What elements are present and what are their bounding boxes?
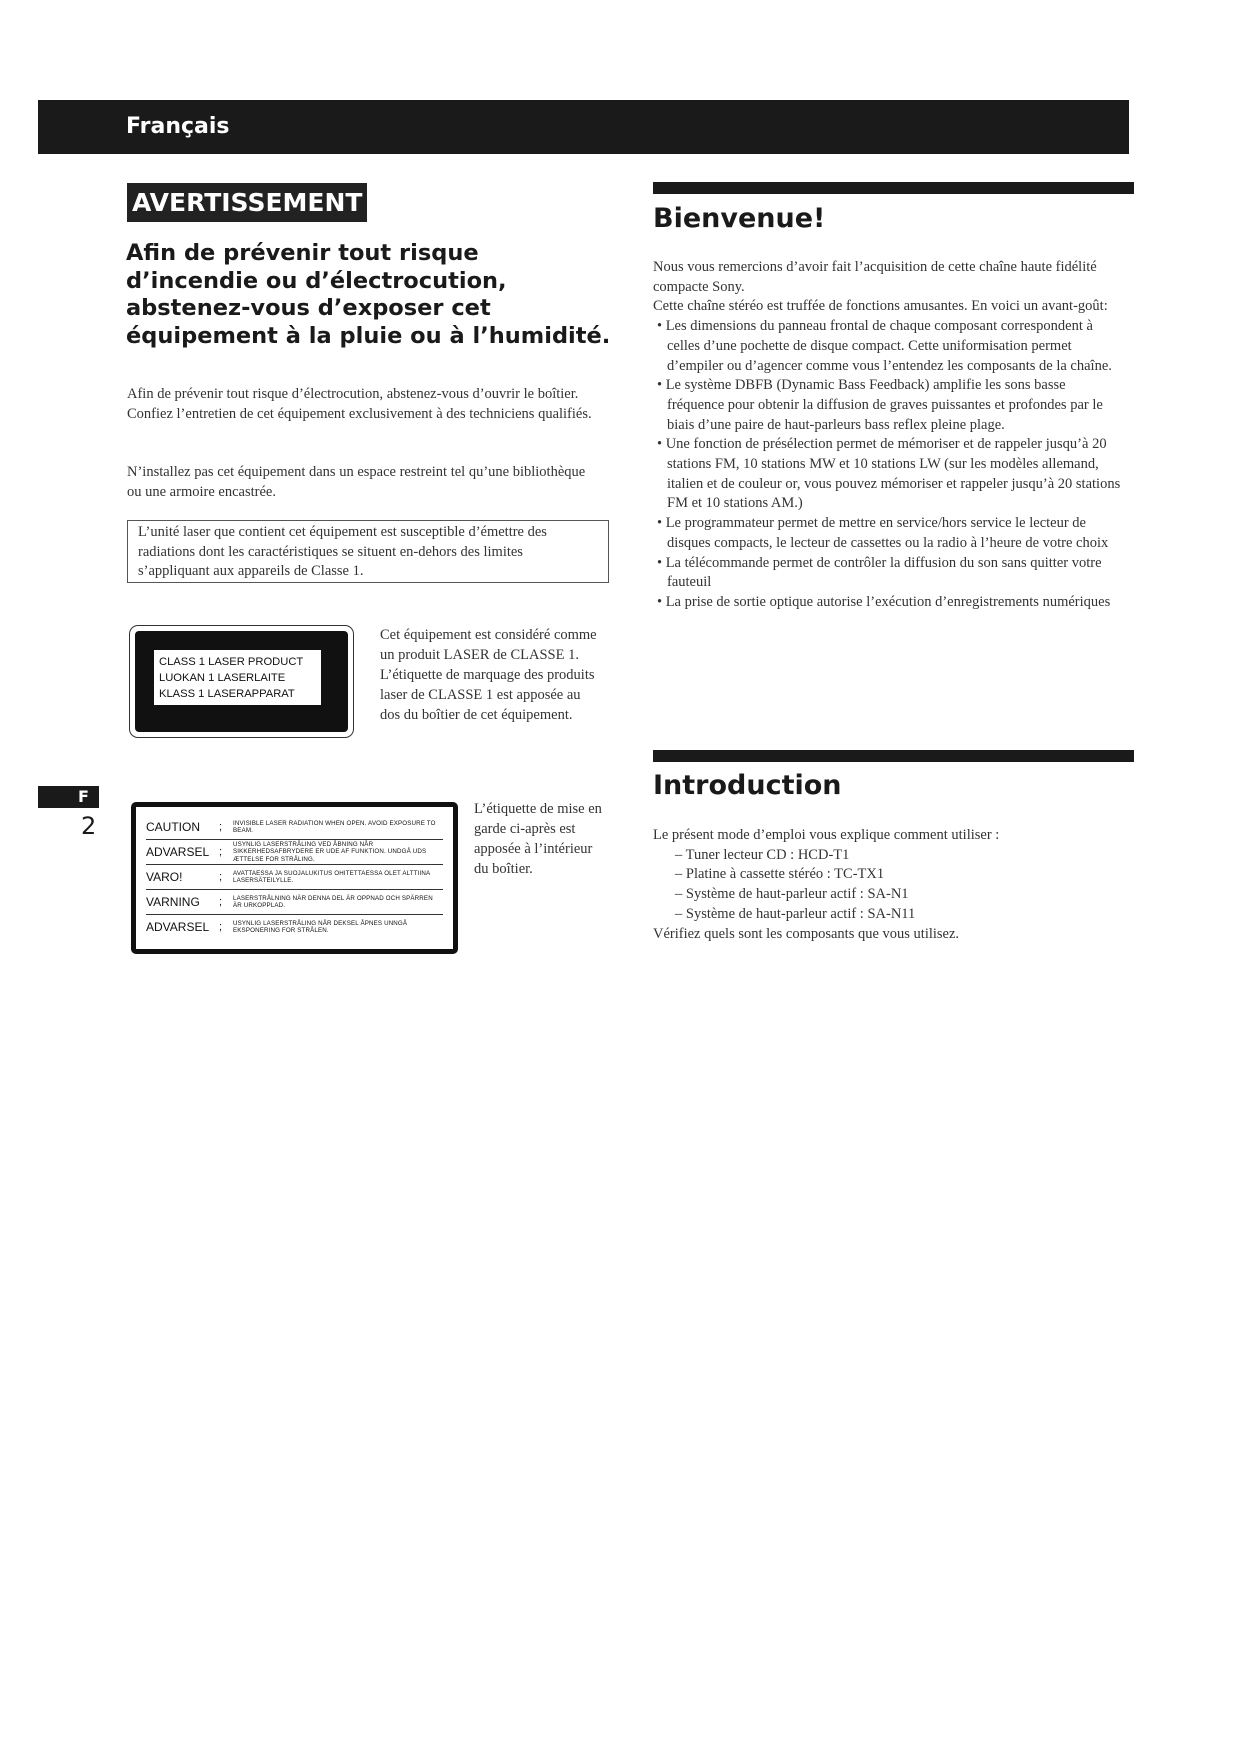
- warning-paragraph-electrocution: Afin de prévenir tout risque d’électrocution, abstenez-vous d’ouvrir le boîtier. Confiez l’entretien de cet équipement exclusivement à des techniciens qualifiés.: [127, 386, 592, 422]
- laser-notice-box: L’unité laser que contient cet équipement est susceptible d’émettre des radiations dont les caractéristiques se situent en-dehors des limites s’appliquant aux appareils de Classe 1.: [127, 520, 609, 583]
- caution-row-text: AVATTAESSA JA SUOJALUKITUS OHITETTAESSA OLET ALTTIINA LASERSÄTEILYLLE.: [233, 869, 430, 884]
- caution-row-text: LASERSTRÅLNING NÄR DENNA DEL ÄR OPPNAD OCH SPÄRREN ÄR URKOPPLAD.: [233, 894, 433, 909]
- language-header-bar: [38, 100, 1129, 154]
- feature-item: • Une fonction de présélection permet de mémoriser et de rappeler jusqu’à 20 stations FM, 10 stations MW et 10 stations LW (sur les modèles allemand, italien et de couleur or, vous pouvez mémoriser et rappeler jusqu’à 20 stations FM et 10 stations AM.): [657, 436, 1121, 512]
- caution-row: [146, 840, 443, 865]
- caution-row: [146, 890, 443, 915]
- caution-row-separator: ;: [219, 846, 223, 858]
- bienvenue-body: [653, 258, 1123, 613]
- component-item: – Tuner lecteur CD : HCD-T1: [675, 846, 850, 863]
- warning-paragraph-installation: N’installez pas cet équipement dans un espace restreint tel qu’une bibliothèque ou une armoire encastrée.: [127, 464, 586, 500]
- feature-list: [653, 317, 1123, 613]
- caution-row-key: ADVARSEL: [146, 845, 210, 859]
- caution-label: [131, 802, 458, 954]
- caution-row-key: CAUTION: [146, 820, 200, 834]
- component-item: – Platine à cassette stéréo : TC-TX1: [675, 866, 885, 883]
- caution-row-separator: ;: [219, 921, 223, 933]
- caution-label-description: L’étiquette de mise en garde ci-après est apposée à l’intérieur du boîtier.: [474, 801, 602, 877]
- caution-row: [146, 815, 443, 840]
- class1-label-line: CLASS 1 LASER PRODUCT: [159, 656, 304, 668]
- feature-text: Les dimensions du panneau frontal de chaque composant correspondent à celles d’une pochette de disque compact. Cette uniformisation permet d’empiler ou d’agencer comme vous l’entendez les composants de la chaîne.: [665, 318, 1112, 374]
- class1-label-line: LUOKAN 1 LASERLAITE: [159, 672, 286, 684]
- feature-item: • Le système DBFB (Dynamic Bass Feedback) amplifie les sons basse fréquence pour obtenir la diffusion de graves puissantes et profondes par le biais d’une paire de haut-parleurs bass reflex pleine plage.: [657, 377, 1103, 433]
- caution-row-separator: ;: [219, 896, 223, 908]
- caution-row-separator: ;: [219, 871, 223, 883]
- feature-text: La prise de sortie optique autorise l’exécution d’enregistrements numériques: [665, 593, 1111, 610]
- caution-row-key: VARNING: [146, 895, 200, 909]
- caution-row-text: INVISIBLE LASER RADIATION WHEN OPEN. AVOID EXPOSURE TO BEAM.: [233, 819, 436, 834]
- feature-item: • Le programmateur permet de mettre en service/hors service le lecteur de disques compacts, le lecteur de cassettes ou la radio à l’heure de votre choix: [657, 515, 1109, 551]
- page-number: 2: [81, 812, 97, 840]
- introduction-rule: [653, 750, 1134, 762]
- warning-badge: AVERTISSEMENT: [127, 183, 367, 222]
- caution-row-key: VARO!: [146, 870, 183, 884]
- feature-item: • La prise de sortie optique autorise l’exécution d’enregistrements numériques: [657, 593, 1111, 610]
- caution-row-text: USYNLIG LASERSTRÅLING NÅR DEKSEL ÅPNES UNNGÅ EKSPONERING FOR STRÅLEN.: [233, 919, 408, 934]
- caution-row-separator: ;: [219, 821, 223, 833]
- feature-text: Une fonction de présélection permet de mémoriser et de rappeler jusqu’à 20 stations FM, 10 stations MW et 10 stations LW (sur les modèles allemand, italien et de couleur or, vous pouvez mémoriser et rappeler jusqu’à 20 stations FM et 10 stations AM.): [665, 436, 1121, 512]
- component-list: [653, 846, 1123, 925]
- bienvenue-title: Bienvenue!: [653, 203, 826, 234]
- introduction-body: [653, 826, 1123, 944]
- feature-text: Le programmateur permet de mettre en service/hors service le lecteur de disques compacts, le lecteur de cassettes ou la radio à l’heure de votre choix: [665, 515, 1109, 551]
- caution-row: [146, 865, 443, 890]
- caution-row-text: USYNLIG LASERSTRÅLING VED ÅBNING NÅR SIKKERHEDSAFBRYDERE ER UDE AF FUNKTION. UNDGÅ UDS ÆTTELSE FOR STRÅLING.: [233, 841, 427, 863]
- class1-description: Cet équipement est considéré comme un produit LASER de CLASSE 1. L’étiquette de marquage des produits laser de CLASSE 1 est apposée au dos du boîtier de cet équipement.: [380, 627, 597, 723]
- feature-item: • Les dimensions du panneau frontal de chaque composant correspondent à celles d’une pochette de disque compact. Cette uniformisation permet d’empiler ou d’agencer comme vous l’entendez les composants de la chaîne.: [657, 318, 1112, 374]
- class1-laser-label: [129, 625, 354, 738]
- introduction-title: Introduction: [653, 770, 842, 801]
- class1-label-text: [154, 650, 321, 705]
- bienvenue-rule: [653, 182, 1134, 194]
- introduction-closing: Vérifiez quels sont les composants que vous utilisez.: [653, 925, 960, 942]
- warning-heading: Afin de prévenir tout risque d’incendie ou d’électrocution, abstenez-vous d’exposer cet équipement à la pluie ou à l’humidité.: [126, 240, 611, 349]
- feature-text: La télécommande permet de contrôler la diffusion du son sans quitter votre fauteuil: [665, 554, 1102, 591]
- class1-label-line: KLASS 1 LASERAPPARAT: [159, 688, 295, 700]
- bienvenue-intro: Nous vous remercions d’avoir fait l’acquisition de cette chaîne haute fidélité compacte Sony.: [653, 259, 1097, 295]
- section-tab-letter: F: [78, 787, 89, 806]
- component-item: – Système de haut-parleur actif : SA-N11: [675, 905, 916, 922]
- feature-item: • La télécommande permet de contrôler la diffusion du son sans quitter votre fauteuil: [657, 554, 1102, 591]
- section-tab: [38, 786, 99, 808]
- feature-text: Le système DBFB (Dynamic Bass Feedback) amplifie les sons basse fréquence pour obtenir la diffusion de graves puissantes et profondes par le biais d’une paire de haut-parleurs bass reflex pleine plage.: [665, 377, 1103, 433]
- component-item: – Système de haut-parleur actif : SA-N1: [675, 886, 909, 903]
- caution-row-key: ADVARSEL: [146, 920, 210, 934]
- caution-row: [146, 915, 443, 939]
- language-title: Français: [126, 114, 230, 139]
- introduction-lead: Le présent mode d’emploi vous explique comment utiliser :: [653, 827, 1000, 843]
- bienvenue-intro-features: Cette chaîne stéréo est truffée de fonctions amusantes. En voici un avant-goût:: [653, 298, 1108, 315]
